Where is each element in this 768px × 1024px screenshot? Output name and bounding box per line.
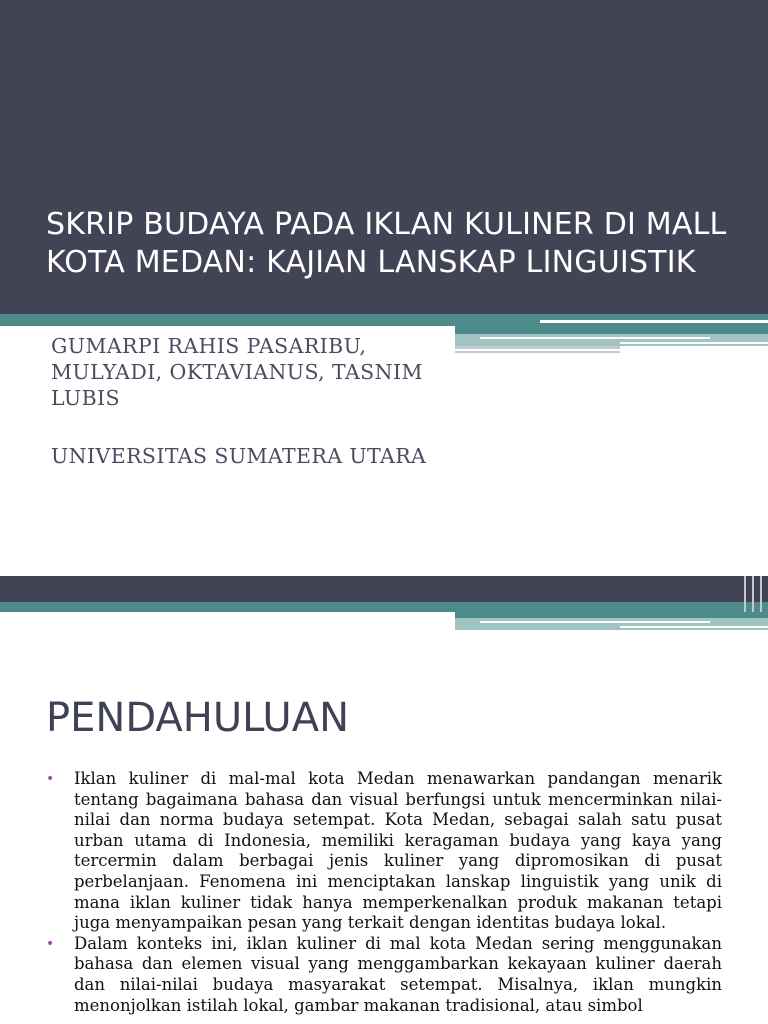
authors: GUMARPI RAHIS PASARIBU, MULYADI, OKTAVIANUS, TASNIM LUBIS (51, 334, 423, 410)
deco-line (480, 337, 710, 339)
deco-line (744, 576, 746, 612)
deco-line (455, 351, 620, 353)
bullet-item: • Iklan kuliner di mal-mal kota Medan menawarkan pandangan menarik tentang bagaimana bahasa dan visual berfungsi untuk mencerminkan nilai-nilai dan norma budaya setempat. Kota Medan, sebagai salah satu pusat urban utama di Indonesia, memiliki keragaman budaya yang kaya yang tercermin dalam berbagai jenis kuliner yang dipromosikan di pusat perbelanjaan. Fenomena ini menciptakan lanskap linguistik yang unik di mana iklan kuliner tidak hanya memperkenalkan produk makanan tetapi juga menyampaikan pesan yang terkait dengan identitas budaya lokal. (46, 769, 722, 933)
light-teal-block (455, 334, 768, 346)
bullet-item: • Dalam konteks ini, iklan kuliner di mal kota Medan sering menggunakan bahasa dan elemen visual yang menggambarkan kekayaan kuliner daerah dan nilai-nilai budaya masyarakat setempat. Misalnya, iklan mungkin menonjolkan istilah lokal, gambar makanan tradisional, atau simbol (46, 933, 722, 1015)
teal-stripe-right (455, 326, 768, 334)
bullet-dot-icon: • (46, 935, 55, 952)
institution: UNIVERSITAS SUMATERA UTARA (51, 444, 427, 468)
content-header-band (0, 576, 768, 602)
deco-line (455, 346, 620, 349)
slide-subtitle (51, 333, 471, 469)
deco-line (620, 342, 768, 344)
deco-line (760, 576, 762, 612)
slide-title: SKRIP BUDAYA PADA IKLAN KULINER DI MALL KOTA MEDAN: KAJIAN LANSKAP LINGUISTIK (46, 207, 727, 280)
bullet-list (46, 769, 722, 1016)
white-stripe (0, 612, 455, 615)
deco-line (480, 621, 710, 623)
deco-line (540, 320, 768, 323)
section-heading: PENDAHULUAN (46, 695, 349, 741)
deco-line (620, 626, 768, 628)
white-stripe (0, 326, 455, 330)
light-teal-block (455, 618, 768, 630)
bullet-dot-icon: • (46, 771, 55, 787)
teal-stripe (0, 602, 768, 612)
deco-line (752, 576, 754, 612)
